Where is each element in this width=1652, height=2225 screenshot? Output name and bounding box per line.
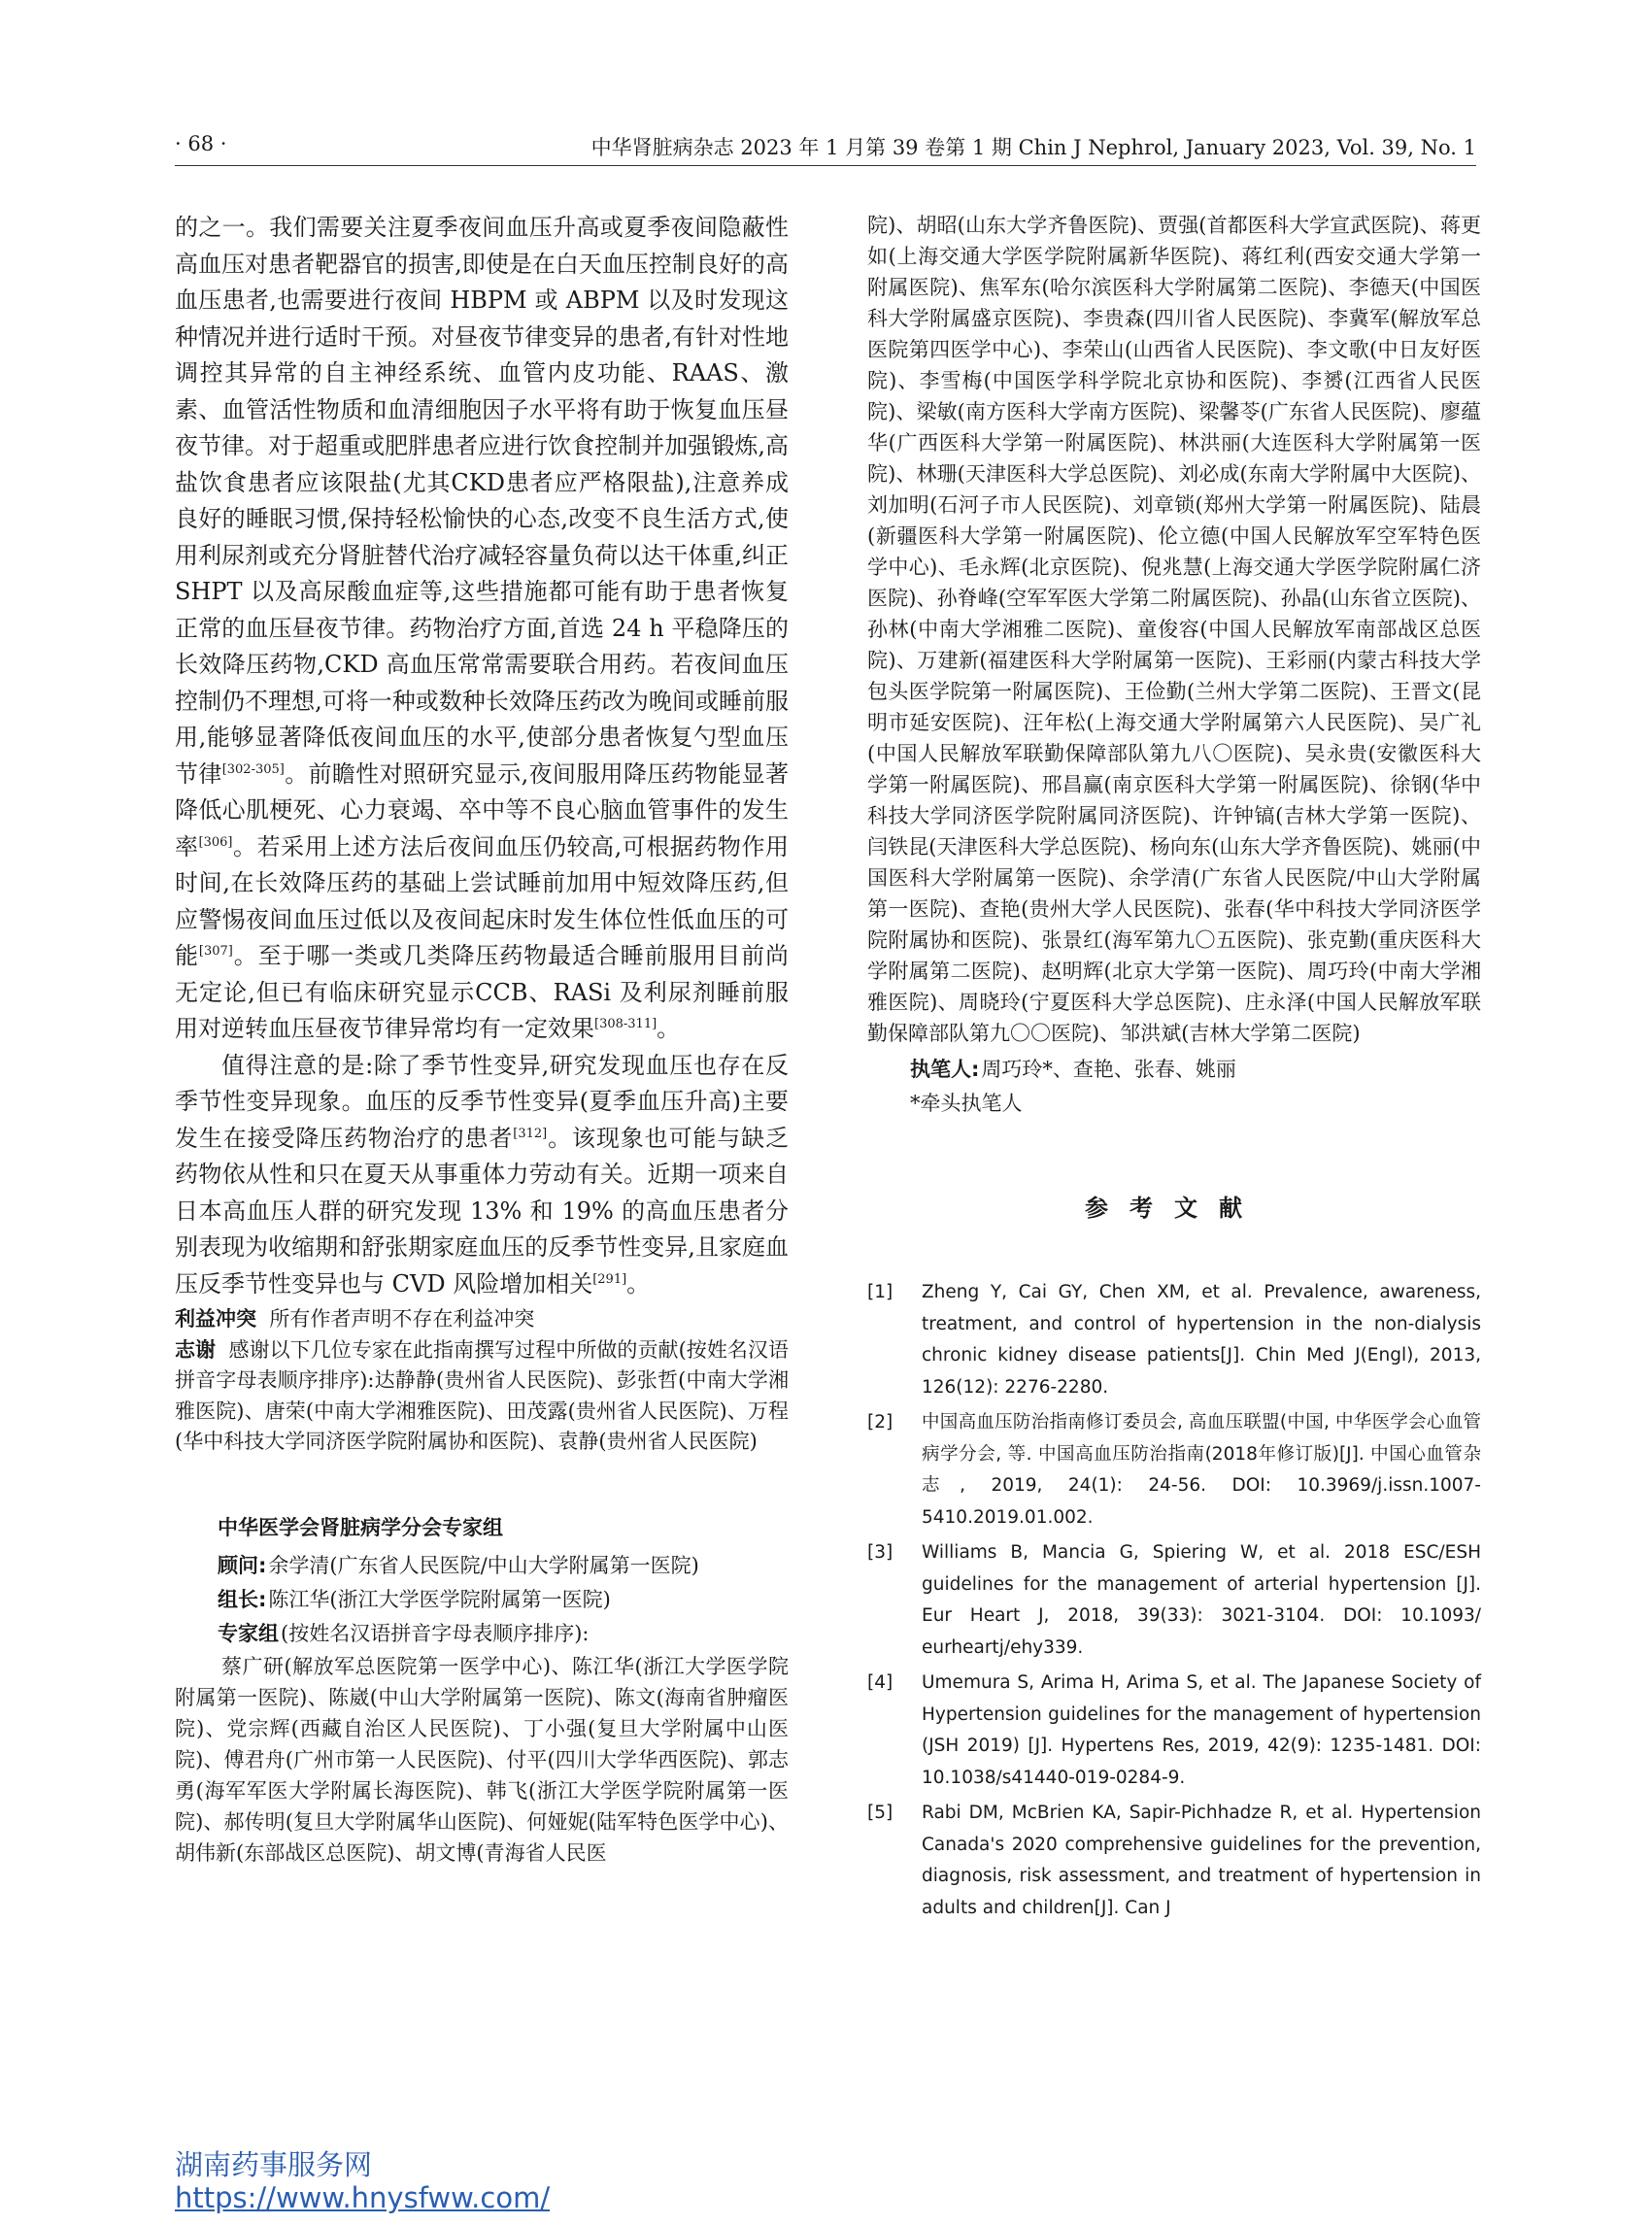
header-rule xyxy=(175,165,1476,166)
expert-group-list-continued: 院)、胡昭(山东大学齐鲁医院)、贾强(首都医科大学宣武医院)、蒋更如(上海交通大学医学院附属新华医院)、蒋红利(西安交通大学第一附属医院)、焦军东(哈尔滨医科大学附属第二医院)、李德天(中国医科大学附属盛京医院)、李贵森(四川省人民医院)、李冀军(解放军总医院第四医学中心)、李荣山(山西省人民医院)、李文歌(中日友好医院)、李雪梅(中国医学科学院北京协和医院)、李赟(江西省人民医院)、梁敏(南方医科大学南方医院)、梁馨苓(广东省人民医院)、廖蕴华(广西医科大学第一附属医院)、林洪丽(大连医科大学附属第一医院)、林珊(天津医科大学总医院)、刘必成(东南大学附属中大医院)、刘加明(石河子市人民医院)、刘章锁(郑州大学第一附属医院)、陆晨(新疆医科大学第一附属医院)、伦立德(中国人民解放军空军特色医学中心)、毛永辉(北京医院)、倪兆慧(上海交通大学医学院附属仁济医院)、孙脊峰(空军军医大学第二附属医院)、孙晶(山东省立医院)、孙林(中南大学湘雅二医院)、童俊容(中国人民解放军南部战区总医院)、万建新(福建医科大学附属第一医院)、王彩丽(内蒙古科技大学包头医学院第一附属医院)、王俭勤(兰州大学第二医院)、王晋文(昆明市延安医院)、汪年松(上海交通大学附属第六人民医院)、吴广礼(中国人民解放军联勤保障部队第九八〇医院)、吴永贵(安徽医科大学第一附属医院)、邢昌赢(南京医科大学第一附属医院)、徐钢(华中科技大学同济医学院附属同济医院)、许钟镐(吉林大学第一医院)、闫铁昆(天津医科大学总医院)、杨向东(山东大学齐鲁医院)、姚丽(中国医科大学附属第一医院)、余学清(广东省人民医院/中山大学附属第一医院)、查艳(贵州大学人民医院)、张春(华中科技大学同济医学院附属协和医院)、张景红(海军第九〇五医院)、张克勤(重庆医科大学附属第二医院)、赵明辉(北京大学第一医院)、周巧玲(中南大学湘雅医院)、周晓玲(宁夏医科大学总医院)、庄永泽(中国人民解放军联勤保障部队第九〇〇医院)、邹洪斌(吉林大学第二医院) xyxy=(867,214,1481,1045)
right-column xyxy=(867,210,1481,1928)
watermark xyxy=(175,2148,550,2214)
watermark-site-name: 湖南药事服务网 xyxy=(175,2148,373,2181)
reference-item: [5] Rabi DM, McBrien KA, Sapir-Pichhadze R, et al. Hypertension Canada's 2020 comprehensive guidelines for the prevention, diagnosis, risk assessment, and treatment of hypertension in adults and children[J]. Can J xyxy=(867,1803,1481,1918)
reference-item: [4] Umemura S, Arima H, Arima S, et al. The Japanese Society of Hypertension guidelines for the management of hypertension (JSH 2019) [J]. Hypertens Res, 2019, 42(9): 1235-1481. DOI: 10.1038/s41440-019-0284-9. xyxy=(867,1672,1481,1788)
reference-item: [3] Williams B, Mancia G, Spiering W, et al. 2018 ESC/ESH guidelines for the management of arterial hypertension [J]. Eur Heart J, 2018, 39(33): 3021-3104. DOI: 10.1093/ eurheartj/ehy339. xyxy=(867,1542,1481,1658)
watermark-url-link[interactable]: https://www.hnysfww.com/ xyxy=(175,2181,551,2214)
adviser: 顾问:余学清(广东省人民医院/中山大学附属第一医院) xyxy=(218,1553,699,1577)
paragraph-reverse-seasonal: 值得注意的是:除了季节性变异,研究发现血压也存在反季节性变异现象。血压的反季节性变异(夏季血压升高)主要发生在接受降压药物治疗的患者[312]。该现象也可能与缺乏药物依从性和只在夏天从事重体力劳动有关。近期一项来自日本高血压人群的研究发现 13% 和 19% 的高血压患者分别表现为收缩期和舒张期家庭血压的反季节性变异,且家庭血压反季节性变异也与 CVD 风险增加相关[291]。 xyxy=(175,1051,790,1298)
conflict-of-interest: 利益冲突 所有作者声明不存在利益冲突 xyxy=(175,1307,535,1331)
expert-group-list: 蔡广研(解放军总医院第一医学中心)、陈江华(浙江大学医学院附属第一医院)、陈崴(中山大学附属第一医院)、陈文(海南省肿瘤医院)、党宗辉(西藏自治区人民医院)、丁小强(复旦大学附属中山医院)、傅君舟(广州市第一人民医院)、付平(四川大学华西医院)、郭志勇(海军军医大学附属长海医院)、韩飞(浙江大学医学院附属第一医院)、郝传明(复旦大学附属华山医院)、何娅妮(陆军特色医学中心)、胡伟新(东部战区总医院)、胡文博(青海省人民医 xyxy=(175,1654,789,1865)
journal-citation: 中华肾脏病杂志 2023 年 1 月第 39 卷第 1 期 Chin J Nephrol, January 2023, Vol. 39, No. 1 xyxy=(590,136,1476,159)
reference-list xyxy=(867,1277,1481,1924)
expert-group-heading: 专家组(按姓名汉语拼音字母表顺序排序): xyxy=(218,1621,590,1645)
paragraph-nocturnal-bp: 的之一。我们需要关注夏季夜间血压升高或夏季夜间隐蔽性高血压对患者靶器官的损害,即使是在白天血压控制良好的高血压患者,也需要进行夜间 HBPM 或 ABPM 以及时发现这种情况并进行适时干预。对昼夜节律变异的患者,有针对性地调控其异常的自主神经系统、血管内皮功能、RAAS、激素、血管活性物质和血清细胞因子水平将有助于恢复血压昼夜节律。对于超重或肥胖患者应进行饮食控制并加强锻炼,高盐饮食患者应该限盐(尤其CKD患者应严格限盐),注意养成良好的睡眠习惯,保持轻松愉快的心态,改变不良生活方式,使用利尿剂或充分肾脏替代治疗减轻容量负荷以达干体重,纠正 SHPT 以及高尿酸血症等,这些措施都可能有助于患者恢复正常的血压昼夜节律。药物治疗方面,首选 24 h 平稳降压的长效降压药物,CKD 高血压常常需要联合用药。若夜间血压控制仍不理想,可将一种或数种长效降压药改为晚间或睡前服用,能够显著降低夜间血压的水平,使部分患者恢复勺型血压节律[302-305]。前瞻性对照研究显示,夜间服用降压药物能显著降低心肌梗死、心力衰竭、卒中等不良心脑血管事件的发生率[306]。若采用上述方法后夜间血压仍较高,可根据药物作用时间,在长效降压药的基础上尝试睡前加用中短效降压药,但应警惕夜间血压过低以及夜间起床时发生体位性低血压的可能[307]。至于哪一类或几类降压药物最适合睡前服用目前尚无定论,但已有临床研究显示CCB、RASi 及利尿剂睡前服用对逆转血压昼夜节律异常均有一定效果[308-311]。 xyxy=(175,214,790,1042)
left-column xyxy=(175,210,789,1869)
acknowledgement: 志谢 感谢以下几位专家在此指南撰写过程中所做的贡献(按姓名汉语拼音字母表顺序排序):达静静(贵州省人民医院)、彭张哲(中南大学湘雅医院)、唐荣(中南大学湘雅医院)、田茂露(贵州省人民医院)、万程(华中科技大学同济医学院附属协和医院)、袁静(贵州省人民医院) xyxy=(175,1337,789,1453)
references-title: 参考文献 xyxy=(1085,1195,1264,1222)
reference-item: [2] 中国高血压防治指南修订委员会, 高血压联盟(中国, 中华医学会心血管病学分会, 等. 中国高血压防治指南(2018年修订版)[J]. 中国心血管杂志, 2019, 24(1): 24-56. DOI: 10.3969/j.issn.1007-5410.2019.01.002. xyxy=(867,1412,1481,1528)
group-leader: 组长:陈江华(浙江大学医学院附属第一医院) xyxy=(218,1587,611,1611)
reference-item: [1] Zheng Y, Cai GY, Chen XM, et al. Prevalence, awareness, treatment, and control of hypertension in the non-dialysis chronic kidney disease patients[J]. Chin Med J(Engl), 2013, 126(12): 2276-2280. xyxy=(867,1282,1481,1398)
page-number: · 68 · xyxy=(175,132,227,155)
writers: 执笔人:周巧玲*、查艳、张春、姚丽 xyxy=(910,1058,1236,1081)
running-header xyxy=(175,132,1476,167)
experts-title: 中华医学会肾脏病学分会专家组 xyxy=(218,1515,503,1539)
lead-writer-note: *牵头执笔人 xyxy=(910,1092,1023,1115)
